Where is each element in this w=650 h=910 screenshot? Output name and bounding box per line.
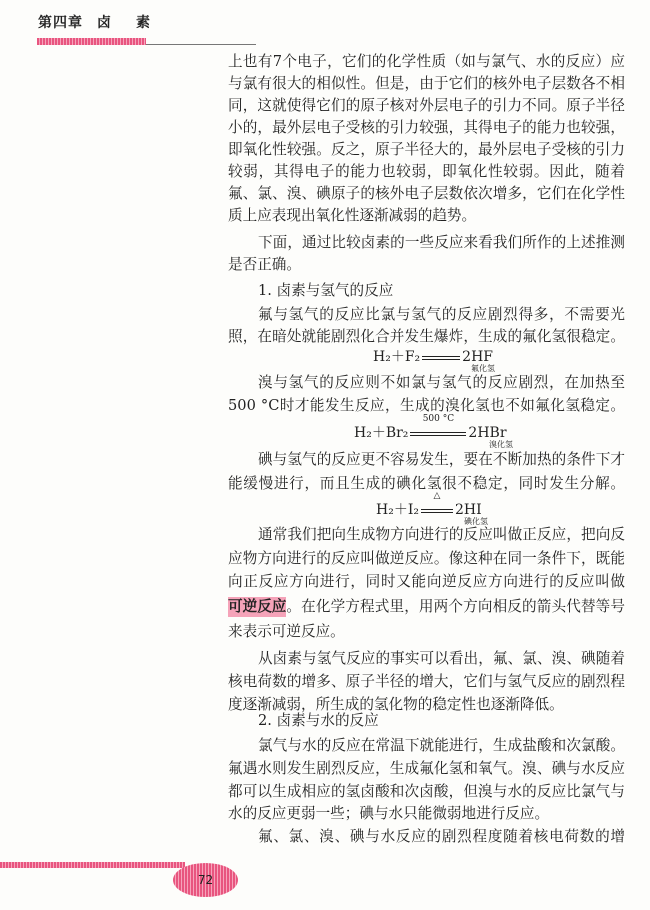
text-line: 溴与氢气的反应则不如氯与氢气的反应剧烈，在加热至 <box>258 374 625 391</box>
section-heading: 2. 卤素与水的反应 <box>258 712 379 729</box>
text-line: 氟、氯、溴、碘与水反应的剧烈程度随着核电荷数的增 <box>258 828 625 845</box>
section-heading: 1. 卤素与氢气的反应 <box>258 282 394 299</box>
text-line: 是否正确。 <box>228 256 301 273</box>
chapter-number: 第四章 <box>38 15 83 31</box>
text-line: 氟、氯、溴、碘原子的核外电子层数依次增多，它们在化学性 <box>228 185 625 202</box>
text-line: 氟遇水则发生剧烈反应，生成氟化氢和氧气。溴、碘与水反应 <box>228 760 625 777</box>
text-line: 核电荷数的增多、原子半径的增大，它们与氢气反应的剧烈程 <box>228 673 625 690</box>
text-line <box>228 597 625 617</box>
text-line: 氟与氢气的反应比氯与氢气的反应剧烈得多，不需要光 <box>258 306 625 323</box>
text-line: 下面，通过比较卤素的一些反应来看我们所作的上述推测 <box>258 234 625 251</box>
text-line: 氯气与水的反应在常温下就能进行，生成盐酸和次氯酸。 <box>258 737 625 754</box>
eq-condition: 500 °C <box>422 414 455 424</box>
eq-product: 2HI <box>454 502 482 518</box>
product-name: 氟化氢 <box>471 364 495 373</box>
text-line: 碘与氢气的反应更不容易发生，要在不断加热的条件下才 <box>258 451 625 468</box>
eq-product: 2HF <box>462 349 493 365</box>
text-line: 即氧化性较强。反之，原子半径大的，最外层电子受核的引力 <box>228 141 625 158</box>
eq-product: 2HBr <box>468 425 507 441</box>
text-line: 从卤素与氢气反应的事实可以看出，氟、氯、溴、碘随着 <box>258 650 625 667</box>
equals-arrow <box>420 347 462 367</box>
text-line: 能缓慢进行，而且生成的碘化氢很不稳定，同时发生分解。 <box>228 475 625 492</box>
footer-decor-bar <box>0 862 185 868</box>
text-line: 都可以生成相应的氢卤酸和次卤酸，但溴与水的反应比氯气与 <box>228 783 625 800</box>
product-name: 碘化氢 <box>464 517 488 526</box>
text-line: 同，这就使得它们的原子核对外层电子的引力不同。原子半径 <box>228 97 625 114</box>
equation-hf <box>373 347 495 373</box>
chapter-title-1: 卤 <box>97 15 112 31</box>
highlighted-term: 可逆反应 <box>228 598 287 615</box>
product-name: 溴化氢 <box>489 440 513 449</box>
equation-hi <box>376 491 488 526</box>
text-line: 小的，最外层电子受核的引力较强，其得电子的能力也较强， <box>228 119 625 136</box>
equals-arrow <box>408 414 468 443</box>
text-line: 照，在暗处就能剧烈化合并发生爆炸，生成的氟化氢很稳定。 <box>228 328 625 345</box>
eq-condition: △ <box>433 491 441 501</box>
chapter-title-2: 素 <box>136 15 151 31</box>
equation-hbr <box>354 414 513 449</box>
text-line: 500 °C时才能发生反应，生成的溴化氢也不如氟化氢稳定。 <box>228 397 625 414</box>
text-line: 水的反应更弱一些；碘与水只能微弱地进行反应。 <box>228 805 550 822</box>
header-rule <box>146 44 256 45</box>
page-number: 72 <box>173 863 238 897</box>
chapter-header <box>38 12 165 32</box>
text-line: 质上应表现出氧化性逐渐减弱的趋势。 <box>228 207 477 224</box>
text-line: 通常我们把向生成物方向进行的反应叫做正反应，把向反 <box>258 526 625 543</box>
text-line: 与氯有很大的相似性。但是，由于它们的核外电子层数各不相 <box>228 75 625 92</box>
eq-reactants: H₂＋F₂ <box>373 349 421 365</box>
text-line-rest: 。在化学方程式里，用两个方向相反的箭头代替等号 <box>286 598 625 615</box>
text-line: 度逐渐减弱，所生成的氢化物的稳定性也逐渐降低。 <box>228 696 564 713</box>
text-line: 应物方向进行的反应叫做逆反应。像这种在同一条件下，既能 <box>228 550 625 567</box>
text-line: 向正反应方向进行，同时又能向逆反应方向进行的反应叫做 <box>228 573 625 590</box>
eq-reactants: H₂＋Br₂ <box>354 425 409 441</box>
header-decor-bar <box>37 38 146 45</box>
eq-reactants: H₂＋I₂ <box>376 502 419 518</box>
text-line: 较弱，其得电子的能力也较弱，即氧化性较弱。因此，随着 <box>228 163 625 180</box>
text-line: 来表示可逆反应。 <box>228 623 345 640</box>
text-line: 上也有7个电子，它们的化学性质（如与氯气、水的反应）应 <box>228 53 625 70</box>
reversible-arrow <box>419 491 455 520</box>
